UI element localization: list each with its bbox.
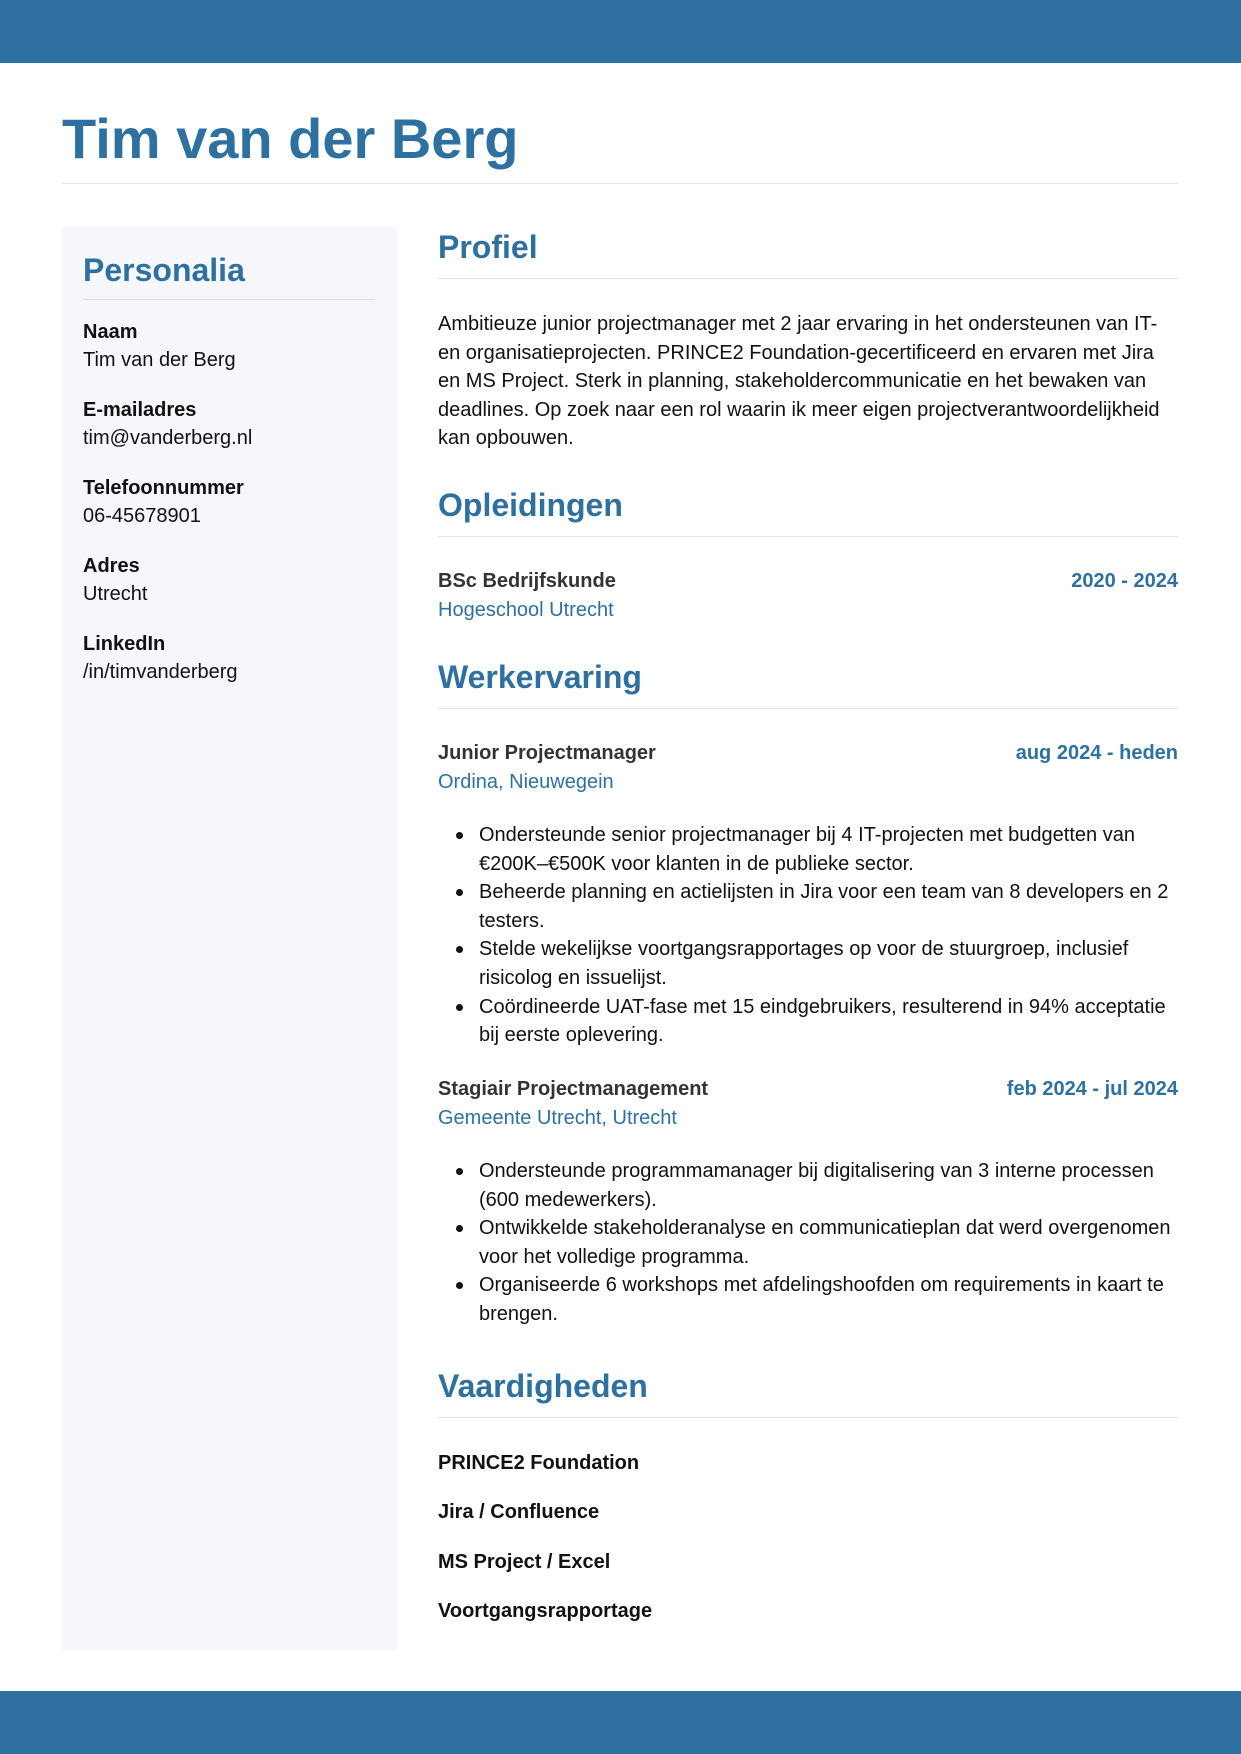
entry-date: aug 2024 - heden	[1015, 742, 1178, 764]
list-item: Stelde wekelijkse voortgangsrapportages op voor de stuurgroep, inclusief risicolog en issuelijst.	[438, 935, 1178, 992]
sidebar-divider	[83, 299, 375, 300]
experience-entry	[438, 739, 1178, 1050]
field-value: Utrecht	[83, 583, 148, 605]
field-value: Tim van der Berg	[83, 349, 236, 371]
skill-item: PRINCE2 Foundation	[438, 1452, 640, 1474]
entry-header	[438, 567, 1178, 596]
field-value[interactable]: /in/timvanderberg	[83, 661, 238, 683]
entry-title: Junior Projectmanager	[438, 742, 656, 764]
field-label: Adres	[83, 555, 140, 577]
skill-item: Jira / Confluence	[438, 1501, 600, 1523]
field-label: E-mailadres	[83, 399, 197, 421]
section-title-profile: Profiel	[438, 229, 538, 265]
page-title: Tim van der Berg	[62, 107, 519, 170]
field-name	[83, 318, 236, 374]
section-title-experience: Werkervaring	[438, 659, 642, 695]
list-item: Organiseerde 6 workshops met afdelingshoofden om requirements in kaart te brengen.	[438, 1271, 1178, 1328]
field-label: Naam	[83, 321, 138, 343]
list-item: Beheerde planning en actielijsten in Jira voor een team van 8 developers en 2 testers.	[438, 878, 1178, 935]
bullet-list	[438, 821, 1178, 1050]
list-item: Ondersteunde senior projectmanager bij 4 IT-projecten met budgetten van €200K–€500K voor klanten in de publieke sector.	[438, 821, 1178, 878]
list-item: Ontwikkelde stakeholderanalyse en communicatieplan dat werd overgenomen voor het volledige programma.	[438, 1214, 1178, 1271]
list-item: Coördineerde UAT-fase met 15 eindgebruikers, resulterend in 94% acceptatie bij eerste oplevering.	[438, 993, 1178, 1050]
field-label: LinkedIn	[83, 633, 166, 655]
skill-item: Voortgangsrapportage	[438, 1600, 653, 1622]
entry-organization: Ordina, Nieuwegein	[438, 771, 614, 793]
field-label: Telefoonnummer	[83, 477, 244, 499]
sidebar-title: Personalia	[83, 252, 245, 288]
entry-date: feb 2024 - jul 2024	[1006, 1078, 1178, 1100]
skill-item: MS Project / Excel	[438, 1551, 611, 1573]
section-divider	[438, 536, 1178, 537]
experience-entry	[438, 1075, 1178, 1329]
field-value: 06-45678901	[83, 505, 201, 527]
education-entry	[438, 567, 1178, 625]
field-address	[83, 552, 147, 608]
section-divider	[438, 708, 1178, 709]
section-divider	[438, 1417, 1178, 1418]
profile-text: Ambitieuze junior projectmanager met 2 jaar ervaring in het ondersteunen van IT- en organisatieprojecten. PRINCE2 Foundation-gecertificeerd en ervaren met Jira en MS Project. Sterk in planning, stakeholdercommunicatie en het bewaken van deadlines. Op zoek naar een rol waarin ik meer eigen projectverantwoordelijkheid kan opbouwen.	[438, 313, 1160, 450]
list-item: Ondersteunde programmamanager bij digitalisering van 3 interne processen (600 medewerkers).	[438, 1157, 1178, 1214]
field-phone	[83, 474, 244, 530]
section-title-education: Opleidingen	[438, 487, 623, 523]
entry-organization: Gemeente Utrecht, Utrecht	[438, 1107, 677, 1129]
section-divider	[438, 278, 1178, 279]
sidebar-personalia	[62, 227, 397, 1650]
entry-title: Stagiair Projectmanagement	[438, 1078, 709, 1100]
field-value[interactable]: tim@vanderberg.nl	[83, 427, 253, 449]
entry-header	[438, 739, 1178, 768]
entry-organization: Hogeschool Utrecht	[438, 599, 614, 621]
title-divider	[62, 183, 1178, 184]
footer-band	[0, 1691, 1241, 1754]
section-title-skills: Vaardigheden	[438, 1368, 648, 1404]
entry-header	[438, 1075, 1178, 1104]
entry-date: 2020 - 2024	[1071, 570, 1178, 592]
header-band	[0, 0, 1241, 63]
field-email	[83, 396, 252, 452]
entry-title: BSc Bedrijfskunde	[438, 570, 616, 592]
bullet-list	[438, 1157, 1178, 1329]
field-linkedin	[83, 630, 238, 686]
